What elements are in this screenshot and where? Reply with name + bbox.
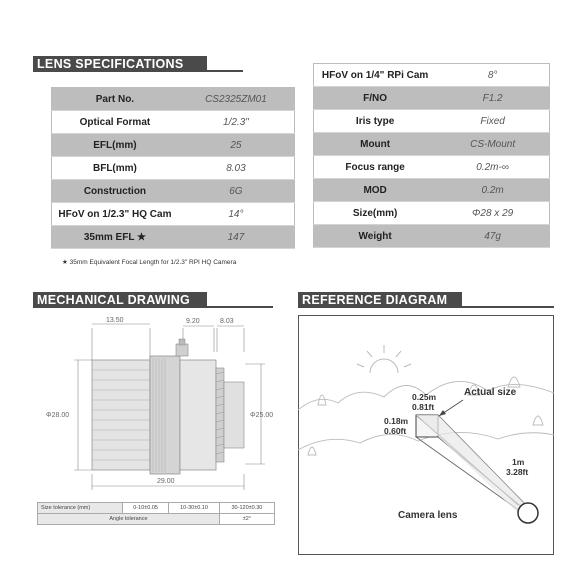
dim-phi-28: Φ28.00 (46, 412, 70, 419)
distance-m: 1m (512, 457, 525, 467)
right-spec-row (314, 133, 550, 156)
right-spec-row (314, 179, 550, 202)
right-spec-value: Fixed (436, 110, 549, 133)
lens-specs-header (33, 56, 213, 72)
right-spec-label: Focus range (314, 156, 437, 179)
right-spec-row (314, 156, 550, 179)
left-spec-value: CS2325ZM01 (178, 88, 295, 111)
right-spec-value: 0.2m (436, 179, 549, 202)
left-spec-value: 6G (178, 180, 295, 203)
right-spec-label: MOD (314, 179, 437, 202)
left-spec-label: Part No. (52, 88, 178, 111)
left-spec-label: BFL(mm) (52, 157, 178, 180)
left-spec-value: 147 (178, 226, 295, 249)
left-spec-value: 1/2.3" (178, 111, 295, 134)
mechanical-drawing (30, 312, 285, 497)
size-tolerance-label: Size tolerance (mm) (38, 503, 123, 514)
right-spec-value: 47g (436, 225, 549, 248)
left-spec-row (52, 157, 295, 180)
right-spec-value: Φ28 x 29 (436, 202, 549, 225)
left-spec-row (52, 180, 295, 203)
right-spec-label: HFoV on 1/4" RPi Cam (314, 64, 437, 87)
tol-range-3: 30-120±0.30 (219, 503, 274, 514)
angle-tolerance-label: Angle tolerance (38, 514, 220, 525)
camera-lens-label: Camera lens (398, 510, 458, 521)
right-spec-row (314, 225, 550, 248)
angle-tolerance-value: ±2° (219, 514, 274, 525)
left-spec-row (52, 134, 295, 157)
tol-range-2: 10-30±0.10 (169, 503, 220, 514)
height-ft: 0.60ft (384, 426, 407, 436)
left-spec-label: 35mm EFL ★ (52, 226, 178, 249)
left-spec-table (51, 87, 295, 249)
dim-9-20: 9.20 (186, 318, 200, 325)
left-spec-label: Optical Format (52, 111, 178, 134)
right-spec-row (314, 64, 550, 87)
right-spec-label: Iris type (314, 110, 437, 133)
right-spec-label: Mount (314, 133, 437, 156)
right-spec-value: 0.2m-∞ (436, 156, 549, 179)
right-spec-row (314, 202, 550, 225)
left-spec-label: HFoV on 1/2.3" HQ Cam (52, 203, 178, 226)
left-spec-value: 14° (178, 203, 295, 226)
ref-diagram-header (298, 292, 554, 308)
left-spec-row (52, 203, 295, 226)
mech-drawing-title: MECHANICAL DRAWING (33, 292, 207, 308)
mech-drawing-header (33, 292, 273, 308)
left-spec-row (52, 111, 295, 134)
footnote: ★ 35mm Equivalent Focal Length for 1/2.3" RPI HQ Camera (62, 259, 237, 266)
left-spec-value: 8.03 (178, 157, 295, 180)
right-spec-row (314, 110, 550, 133)
right-spec-label: F/NO (314, 87, 437, 110)
dim-phi-25: Φ25.00 (250, 412, 274, 419)
left-spec-row (52, 226, 295, 249)
tol-range-1: 0-10±0.05 (123, 503, 169, 514)
left-spec-label: Construction (52, 180, 178, 203)
lens-specs-title: LENS SPECIFICATIONS (33, 56, 207, 72)
right-spec-value: CS-Mount (436, 133, 549, 156)
right-spec-value: 8° (436, 64, 549, 87)
right-spec-table (313, 63, 550, 248)
height-m: 0.18m (384, 416, 409, 426)
right-spec-label: Weight (314, 225, 437, 248)
right-spec-value: F1.2 (436, 87, 549, 110)
left-spec-value: 25 (178, 134, 295, 157)
width-m: 0.25m (412, 392, 437, 402)
left-spec-label: EFL(mm) (52, 134, 178, 157)
left-spec-row (52, 88, 295, 111)
distance-ft: 3.28ft (506, 467, 529, 477)
right-spec-label: Size(mm) (314, 202, 437, 225)
reference-diagram (298, 315, 554, 555)
dim-29-00: 29.00 (157, 478, 175, 485)
width-ft: 0.81ft (412, 402, 435, 412)
right-spec-row (314, 87, 550, 110)
dim-13-50: 13.50 (106, 317, 124, 324)
ref-diagram-title: REFERENCE DIAGRAM (298, 292, 462, 308)
tolerance-table (37, 502, 275, 525)
actual-size-label: Actual size (464, 387, 517, 398)
dim-8-03: 8.03 (220, 318, 234, 325)
